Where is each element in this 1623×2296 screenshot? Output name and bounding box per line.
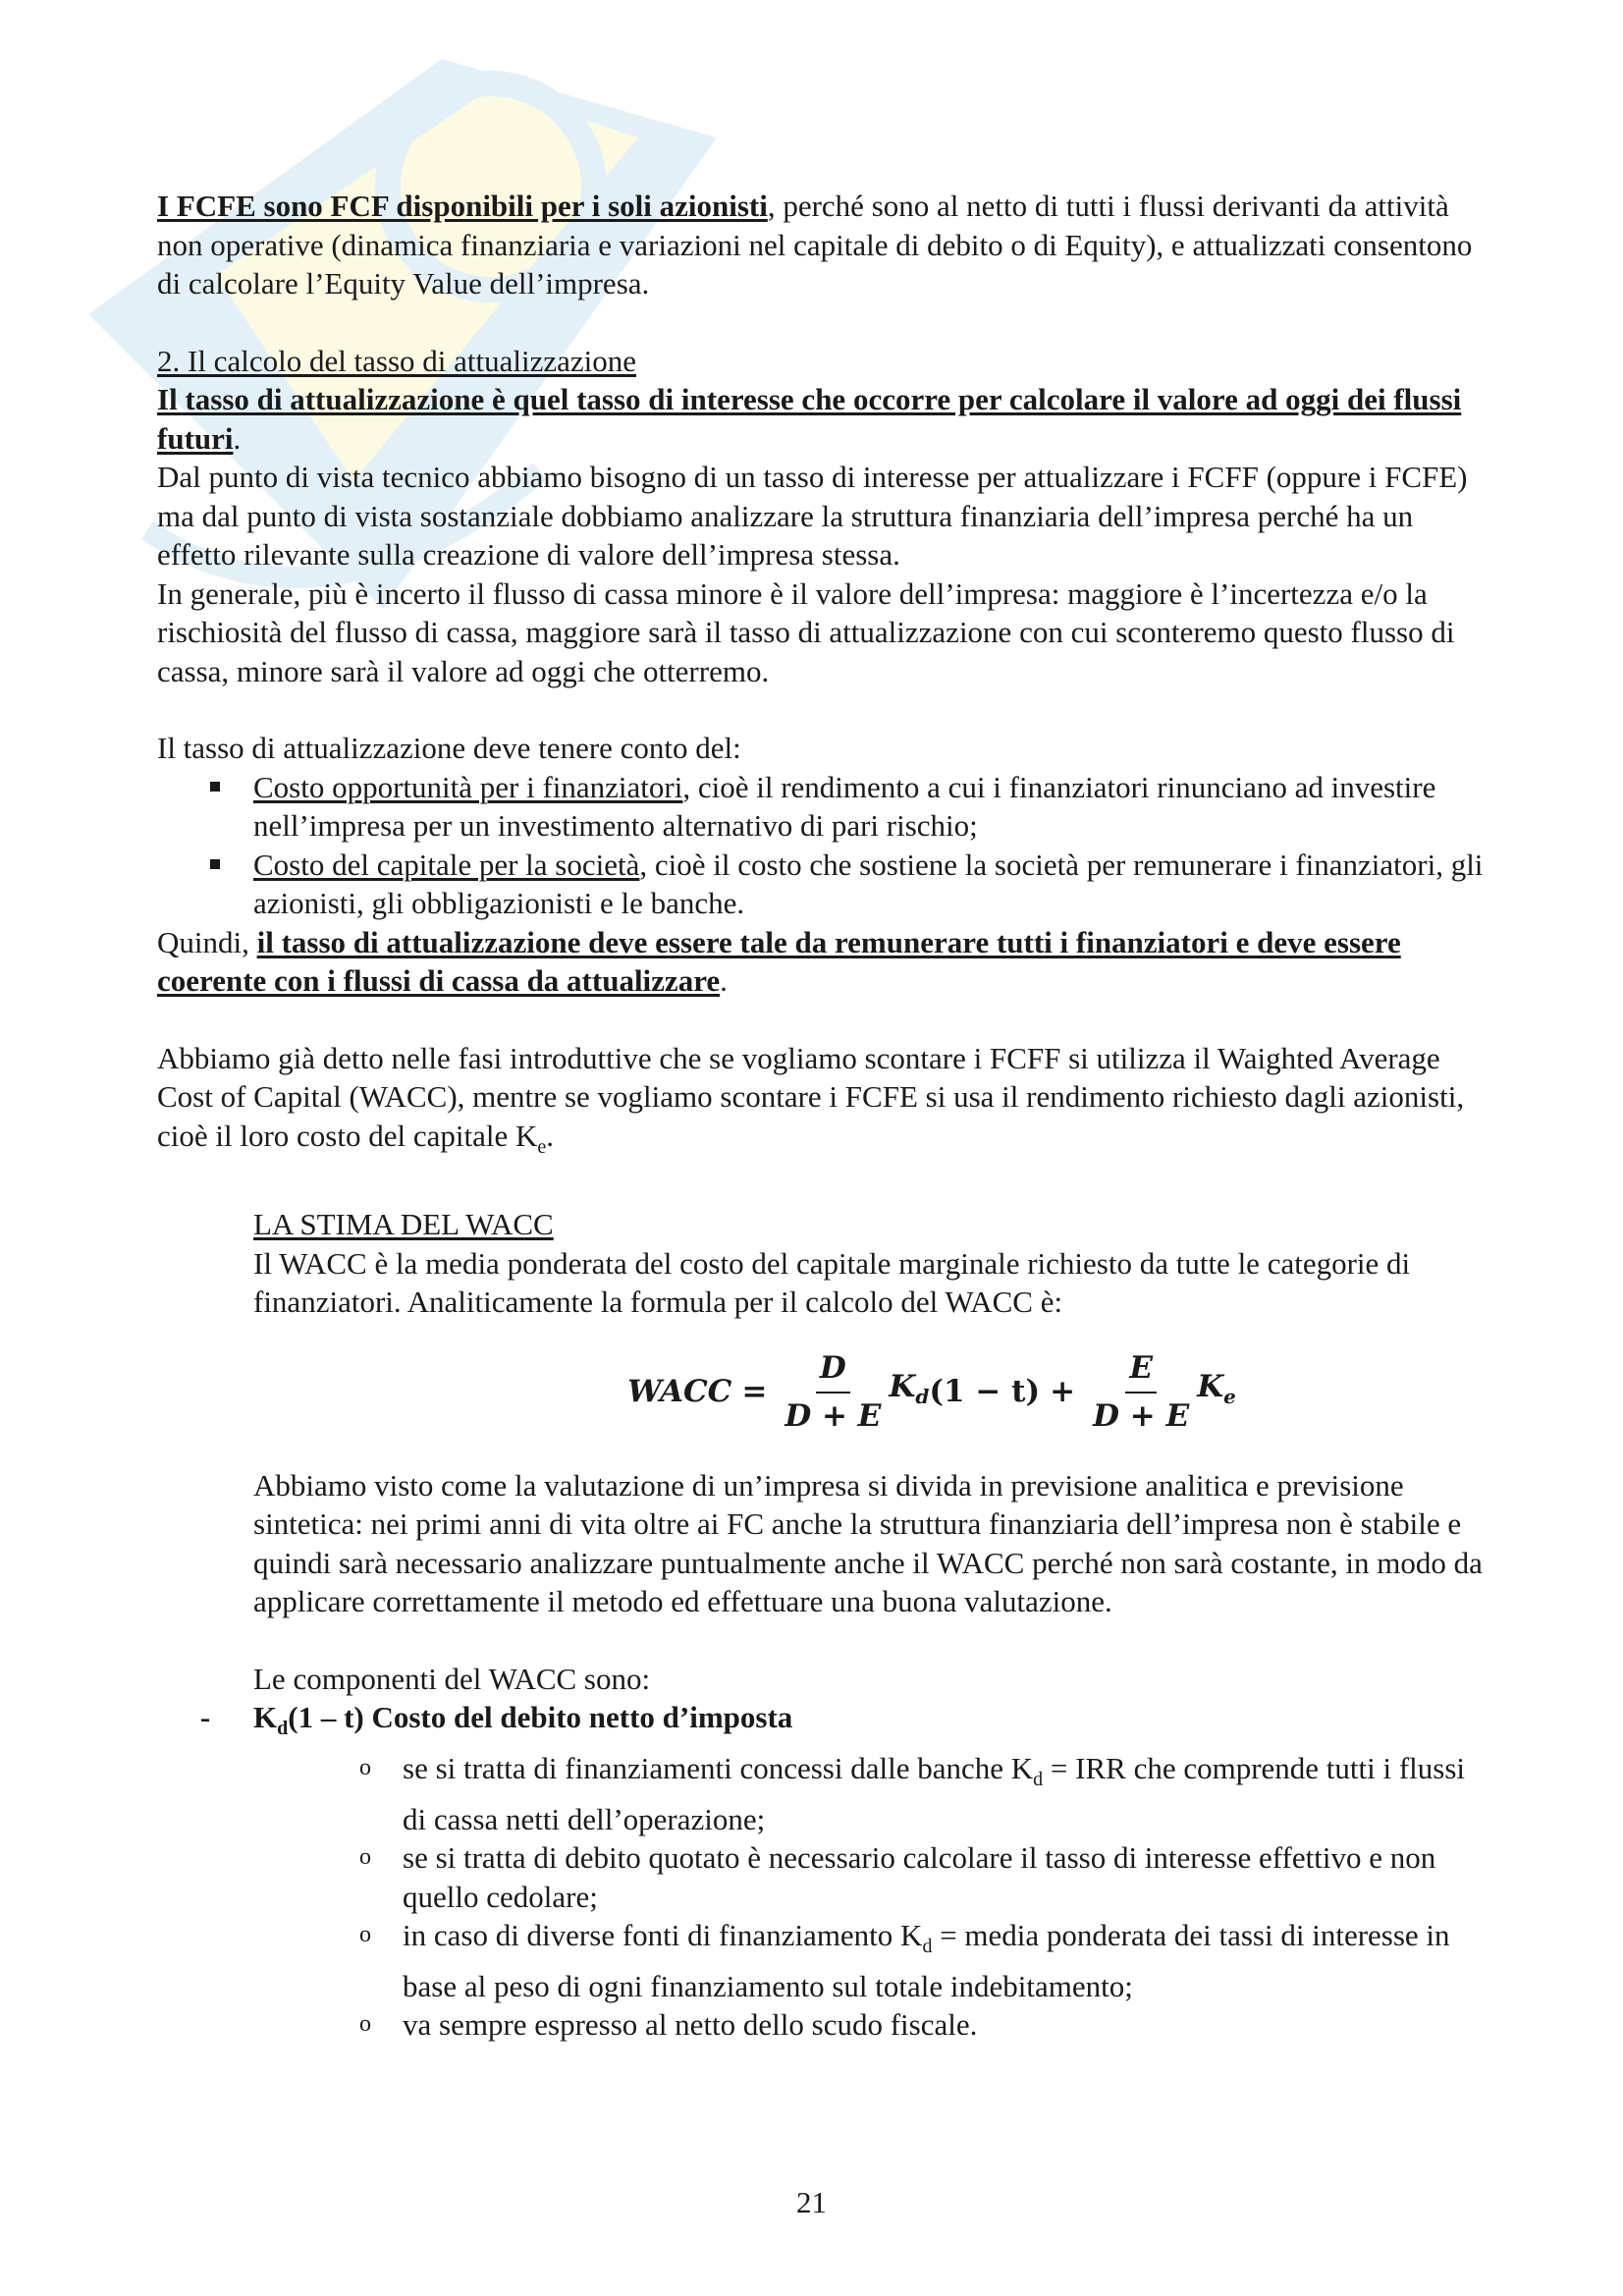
definition-end: . [233,420,242,456]
conclusion-bold: il tasso di attualizzazione deve essere tale da remunerare tutti i finanziatori e deve essere coerente con i flussi di cassa da attualizzare [157,924,1401,998]
list-item [403,2005,1492,2045]
para3-text: Abbiamo già detto nelle fasi introduttive che se vogliamo scontare i FCFF si utilizza il Waighted Average Cost of Capital (WACC), mentre se vogliamo scontare i FCFE si usa il rendimento richiesto dagli azionisti, cioè il loro costo del capitale K [157,1040,1465,1153]
item-pre: va sempre espresso al netto dello scudo fiscale. [403,2007,978,2043]
formula-equals: = [741,1374,768,1410]
paragraph-uncertainty: In generale, più è incerto il flusso di cassa minore è il valore dell’impresa: maggiore è l’incertezza e/o la rischiosità del flusso di cassa, maggiore sarà il tasso di attualizzazione con cui sconteremo questo flusso di cassa, minore sarà il valore ad oggi che otterremo. [157,575,1455,688]
list-intro: Il tasso di attualizzazione deve tenere conto del: [157,731,741,765]
intro-paragraph [157,187,1492,303]
bullet-term: Costo del capitale per la società [253,847,640,882]
formula-plus: + [1050,1374,1076,1410]
list-item [253,768,1492,846]
bullet-term: Costo opportunità per i finanziatori [253,769,683,804]
wacc-section [253,1205,1492,1698]
paragraph-technical: Dal punto di vista tecnico abbiamo bisogno di un tasso di interesse per attualizzare i FCFF (oppure i FCFE) ma dal punto di vista sostanziale dobbiamo analizzare la struttura finanziaria dell’impresa perché ha un effetto rilevante sulla creazione di valore dell’impresa stessa. [157,460,1468,572]
para3-end: . [546,1118,555,1153]
item-sub: d [1033,1769,1044,1791]
sub-list [157,1749,1492,2045]
component-k: K [253,1700,278,1735]
list-item [403,1838,1492,1916]
wacc-formula [253,1349,1492,1437]
list-item [403,1916,1492,2005]
fraction-debt [781,1349,885,1437]
kd-symbol: K [889,1369,916,1405]
intro-rest: , perché sono al netto di tutti i flussi derivanti da attività non operative (dinamica finanziaria e variazioni nel capitale di debito o di Equity), e attualizzati consentono di calcolare l’Equity Value dell’impresa. [157,189,1473,301]
page-number: 21 [796,2185,827,2219]
dash-marker: - [199,1700,211,1735]
formula-ke [1197,1368,1236,1417]
formula-lhs: WACC [627,1374,732,1410]
item-sub: d [922,1936,933,1958]
wacc-paragraph: Abbiamo visto come la valutazione di un’impresa si divida in previsione analitica e previsione sintetica: nei primi anni di vita oltre ai FC anche la struttura finanziaria dell’impresa non è stabile e quindi sarà necessario analizzare puntualmente anche il WACC perché non sarà costante, in modo da applicare correttamente il metodo ed effettuare una buona valutazione. [253,1467,1483,1619]
intro-lead: I FCFE sono FCF disponibili per i soli azionisti [157,189,768,223]
list-item [253,846,1492,923]
bullet-list [157,768,1492,923]
item-post: = media ponderata dei tassi di interesse in base al peso di ogni finanziamento sul totale indebitamento; [403,1918,1450,2003]
item-post: = IRR che comprende tutti i flussi di cassa netti dell’operazione; [403,1750,1466,1836]
wacc-heading: LA STIMA DEL WACC [253,1207,554,1242]
item-pre: se si tratta di finanziamenti concessi dalle banche K [403,1750,1034,1785]
formula-kd [889,1368,929,1417]
component-heading [157,1698,1492,1749]
definition-text: Il tasso di attualizzazione è quel tasso di interesse che occorre per calcolare il valore ad oggi dei flussi futuri [157,382,1462,456]
conclusion-paragraph [157,923,1492,1001]
component-label: (1 – t) Costo del debito netto d’imposta [288,1700,793,1735]
fraction-numerator: E [1125,1349,1157,1394]
formula-tax: (1 − t) [929,1374,1041,1410]
list-item [403,1749,1492,1838]
bullet-text: , cioè il costo che sostiene la società per remunerare i finanziatori, gli azionisti, gli obbligazionisti e le banche. [253,847,1484,920]
ke-subscript: e [1223,1385,1236,1409]
section-heading: 2. Il calcolo del tasso di attualizzazione [157,343,637,378]
fraction-denominator: D + E [784,1398,882,1435]
fraction-denominator: D + E [1093,1398,1190,1435]
bullet-text: , cioè il rendimento a cui i finanziatori rinunciano ad investire nell’impresa per un investimento alternativo di pari rischio; [253,769,1436,843]
para3-sub: e [537,1135,547,1158]
item-pre: se si tratta di debito quotato è necessario calcolare il tasso di interesse effettivo e non quello cedolare; [403,1840,1436,1914]
component-k-sub: d [277,1718,289,1740]
definition-paragraph [157,380,1492,458]
ke-symbol: K [1197,1369,1224,1405]
fraction-numerator: D [816,1349,850,1394]
item-pre: in caso di diverse fonti di finanziamento K [403,1918,923,1953]
document-body [157,187,1492,2045]
kd-subscript: d [915,1385,930,1409]
components-intro: Le componenti del WACC sono: [253,1661,651,1696]
paragraph-wacc-intro [157,1039,1492,1168]
conclusion-lead: Quindi, [157,924,257,959]
conclusion-end: . [720,963,728,998]
wacc-definition: Il WACC è la media ponderata del costo del capitale marginale richiesto da tutte le categorie di finanziatori. Analiticamente la formula per il calcolo del WACC è: [253,1245,1411,1320]
fraction-equity [1089,1349,1193,1437]
